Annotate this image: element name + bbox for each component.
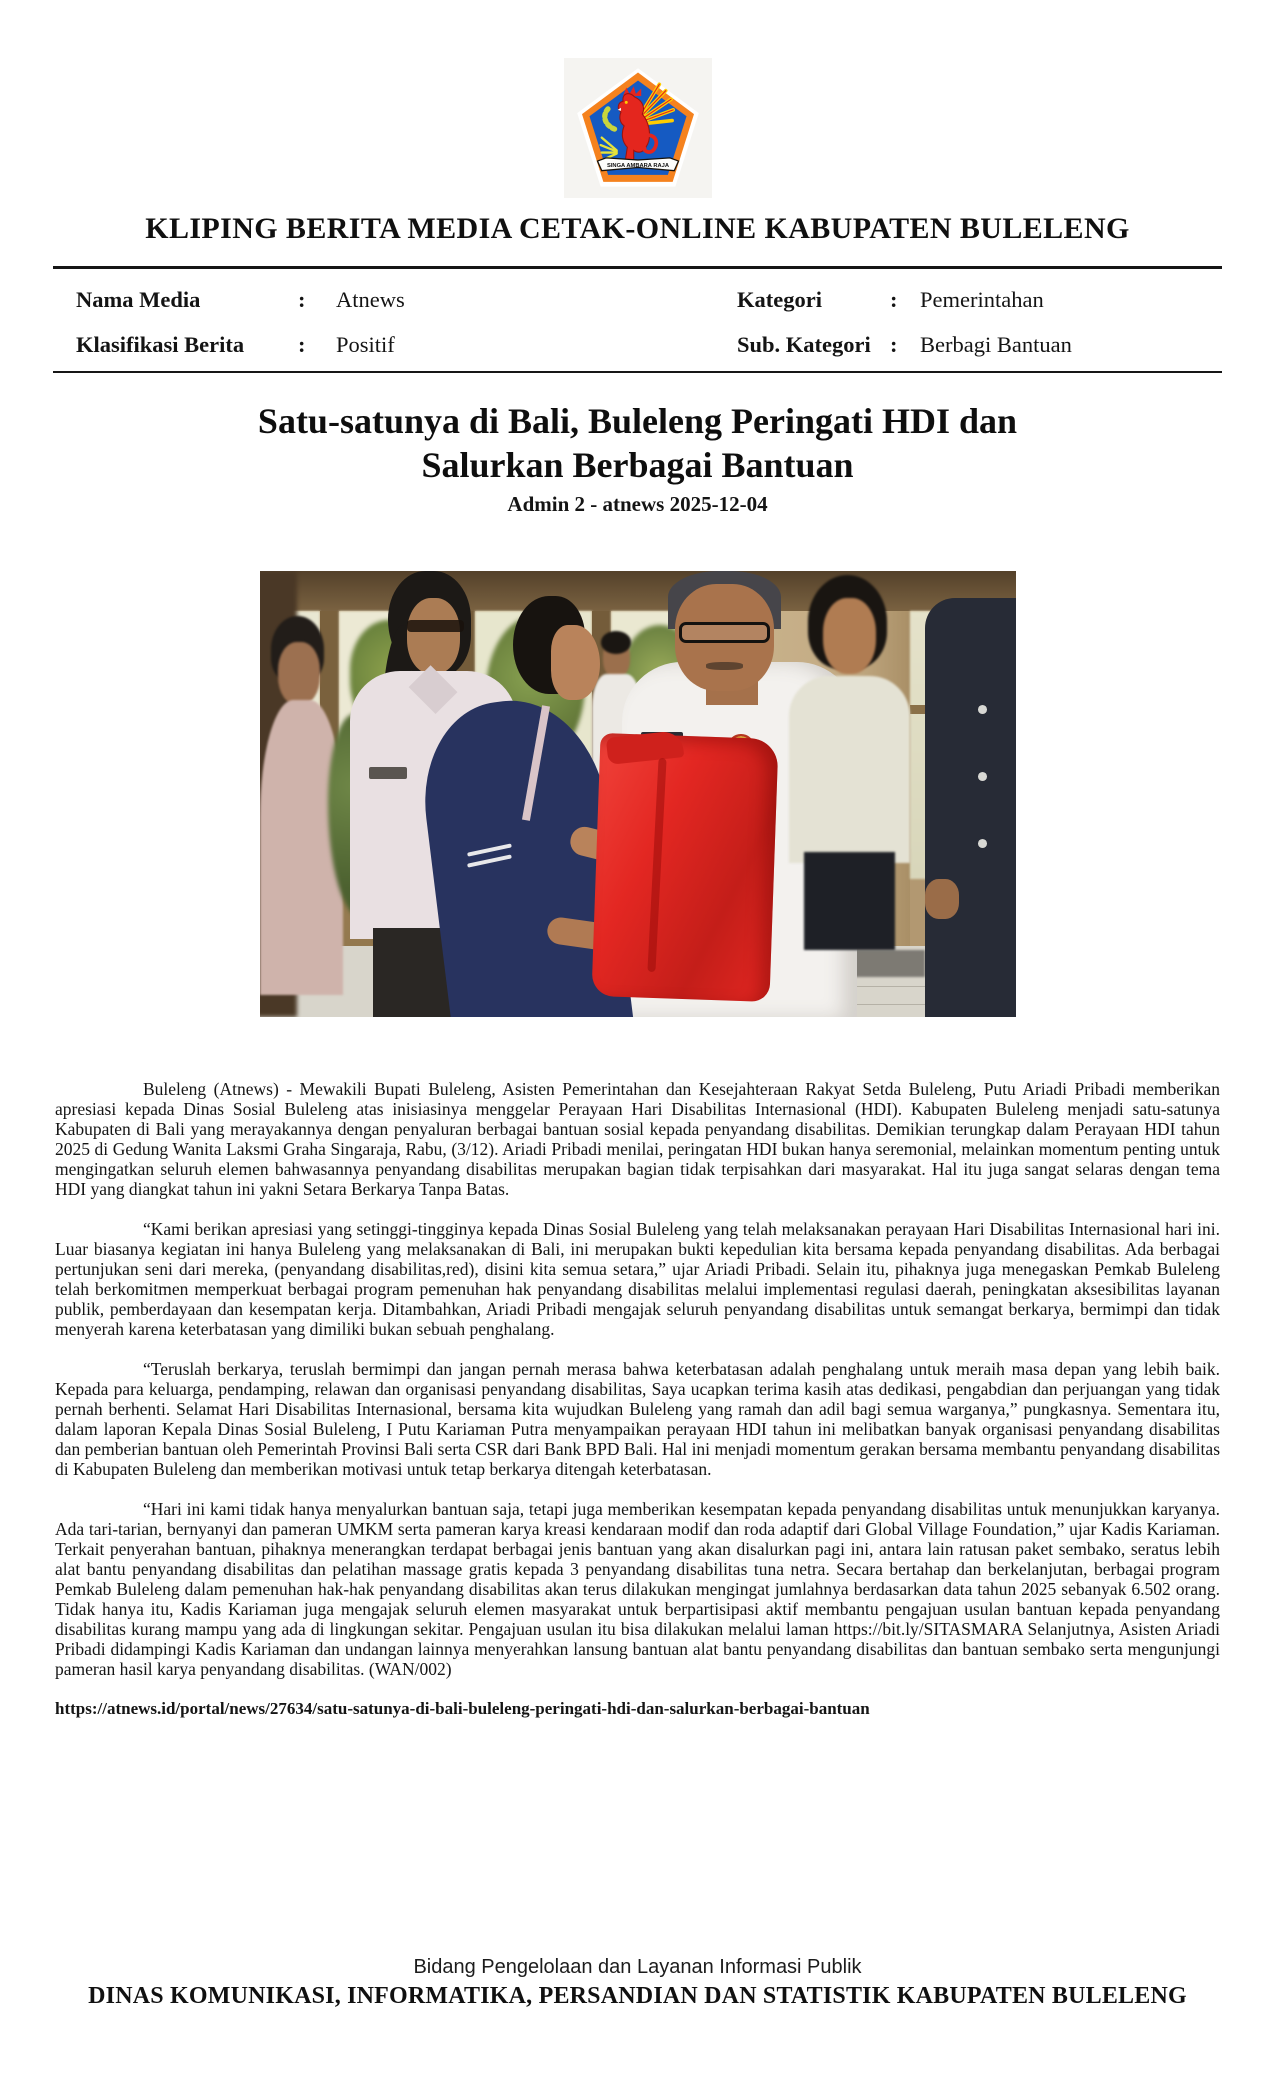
article-title-line2: Salurkan Berbagai Bantuan	[421, 445, 854, 485]
photo-uniform-woman-glasses	[407, 620, 464, 632]
source-url: https://atnews.id/portal/news/27634/satu-satunya-di-bali-buleleng-peringati-hdi-dan-salurkan-berbagai-bantuan	[55, 1699, 870, 1718]
header-divider-bottom	[53, 371, 1222, 373]
photo-uniform-woman-nametag	[369, 767, 407, 779]
photo-bystander-face	[278, 642, 320, 704]
photo-smiling-woman-face	[823, 598, 876, 674]
photo-top-beam	[260, 571, 1016, 611]
photo-navy-woman-face	[551, 625, 600, 701]
meta-colon: :	[298, 287, 306, 312]
photo-dark-jacket-hand	[925, 879, 959, 919]
photo-dark-jacket-man	[925, 598, 1016, 1017]
meta-value: Atnews	[336, 287, 405, 312]
photo-dark-jacket-button	[978, 839, 987, 848]
photo-smiling-woman-pants	[804, 852, 895, 950]
meta-label: Kategori	[737, 287, 822, 312]
meta-label: Nama Media	[76, 287, 201, 312]
meta-label: Sub. Kategori	[737, 332, 871, 357]
photo-dark-jacket-button	[978, 705, 987, 714]
buleleng-crest-logo	[564, 58, 712, 198]
photo-dark-jacket-button	[978, 772, 987, 781]
footer-division-line: Bidang Pengelolaan dan Layanan Informasi Publik	[413, 1956, 862, 1978]
meta-value: Pemerintahan	[920, 287, 1044, 312]
logo-banner-text: SINGA AMBARA RAJA	[606, 162, 669, 169]
meta-row-kategori	[737, 277, 1072, 322]
meta-value: Positif	[336, 332, 395, 357]
meta-colon: :	[298, 332, 306, 357]
page-footer	[0, 1956, 1275, 2010]
article-photo	[260, 571, 1016, 1017]
photo-uniform-woman-face	[407, 598, 460, 674]
logo-area	[0, 0, 1275, 198]
photo-official-mustache	[706, 662, 744, 669]
photo-smiling-woman-top	[789, 676, 910, 863]
meta-label: Klasifikasi Berita	[76, 332, 245, 357]
photo-red-gift-bag	[591, 733, 778, 1002]
photo-distant-woman-hair	[601, 631, 631, 653]
article-paragraph: Buleleng (Atnews) - Mewakili Bupati Buleleng, Asisten Pemerintahan dan Kesejahteraan Rakyat Setda Buleleng, Putu Ariadi Pribadi memberikan apresiasi kepada Dinas Sosial Buleleng atas inisiasinya menggelar Perayaan Hari Disabilitas Internasional (HDI). Kabupaten Buleleng menjadi satu-satunya Kabupaten di Bali yang merayakannya dengan penyaluran berbagai bantuan sosial kepada penyandang disabilitas. Demikian terungkap dalam Perayaan HDI tahun 2025 di Gedung Wanita Laksmi Graha Singaraja, Rabu, (3/12). Ariadi Pribadi menilai, peringatan HDI bukan hanya seremonial, melainkan momentum penting untuk mengingatkan seluruh elemen bahwasannya penyandang disabilitas merupakan bagian tidak terpisahkan dari masyarakat. Hal itu juga sangat selaras dengan tema HDI yang diangkat tahun ini yakni Setara Berkarya Tanpa Batas.	[55, 1079, 1220, 1199]
meta-right-column	[737, 277, 1072, 367]
meta-colon: :	[890, 332, 898, 357]
document-title: KLIPING BERITA MEDIA CETAK-ONLINE KABUPATEN BULELENG	[145, 212, 1130, 245]
footer-agency-line: DINAS KOMUNIKASI, INFORMATIKA, PERSANDIAN DAN STATISTIK KABUPATEN BULELENG	[88, 1983, 1187, 2009]
meta-row-sub-kategori	[737, 322, 1072, 367]
article-heading	[0, 399, 1275, 517]
meta-colon: :	[890, 287, 898, 312]
meta-value: Berbagi Bantuan	[920, 332, 1072, 357]
article-paragraph: “Teruslah berkarya, teruslah bermimpi dan jangan pernah merasa bahwa keterbatasan adalah penghalang untuk meraih masa depan yang lebih baik. Kepada para keluarga, pendamping, relawan dan organisasi penyandang disabilitas, Saya ucapkan terima kasih atas dedikasi, pengabdian dan perjuangan yang tidak pernah berhenti. Selamat Hari Disabilitas Internasional, bersama kita wujudkan Buleleng yang ramah dan adil bagi semua warganya,” pungkasnya. Sementara itu, dalam laporan Kepala Dinas Sosial Buleleng, I Putu Kariaman Putra menyampaikan perayaan HDI tahun ini melibatkan banyak organisasi penyandang disabilitas dan pemberian bantuan oleh Pemerintah Provinsi Bali serta CSR dari Bank BPD Bali. Hal ini menjadi momentum gerakan bersama membantu penyandang disabilitas di Kabupaten Buleleng dan memberikan motivasi untuk tetap berkarya ditengah keterbatasan.	[55, 1359, 1220, 1479]
article-paragraph: “Kami berikan apresiasi yang setinggi-tingginya kepada Dinas Sosial Buleleng yang telah melaksanakan perayaan Hari Disabilitas Internasional hari ini. Luar biasanya kegiatan ini hanya Buleleng yang melaksanakan di Bali, ini merupakan bukti kepedulian kita bersama kepada penyandang disabilitas. Ada berbagai pertunjukan seni dari mereka, (penyandang disabilitas,red), disini kita semua setara,” ujar Ariadi Pribadi. Selain itu, pihaknya juga menegaskan Pemkab Buleleng telah berkomitmen memperkuat berbagai program pemenuhan hak penyandang disabilitas melalui implementasi regulasi daerah, peningkatan aksesibilitas layanan publik, pemberdayaan dan kesempatan kerja. Ditambahkan, Ariadi Pribadi mengajak seluruh penyandang disabilitas untuk semangat berkarya, bermimpi dan tidak menyerah karena keterbatasan yang dimiliki bukan sebuah penghalang.	[55, 1219, 1220, 1339]
singa-ambara-raja-emblem-icon	[574, 67, 702, 189]
article-byline: Admin 2 - atnews 2025-12-04	[507, 492, 768, 516]
article-paragraph: “Hari ini kami tidak hanya menyalurkan bantuan saja, tetapi juga memberikan kesempatan kepada penyandang disabilitas untuk menunjukkan karyanya. Ada tari-tarian, bernyanyi dan pameran UMKM serta pameran karya kreasi kendaraan modif dan roda adaptif dari Global Village Foundation,” ujar Kadis Kariaman. Terkait penyerahan bantuan, pihaknya menerangkan terdapat berbagai jenis bantuan yang akan disalurkan pagi ini, antara lain ratusan paket sembako, seratus lebih alat bantu penyandang disabilitas dan pelatihan massage gratis kepada 3 penyandang disabilitas tuna netra. Secara bertahap dan berkelanjutan, berbagai program Pemkab Buleleng dalam pemenuhan hak-hak penyandang disabilitas akan terus dilakukan mengingat jumlahnya berdasarkan data tahun 2025 sebanyak 6.502 orang. Tidak hanya itu, Kadis Kariaman juga mengajak seluruh elemen masyarakat untuk berpartisipasi aktif membantu pengajuan usulan bantuan kepada penyandang disabilitas kurang mampu yang ada di lingkungan sekitar. Pengajuan usulan itu bisa dilakukan melalui laman https://bit.ly/SITASMARA Selanjutnya, Asisten Ariadi Pribadi didampingi Kadis Kariaman dan undangan lainnya menyerahkan lansung bantuan alat bantu penyandang disabilitas dan bantuan sembako serta mengunjungi pameran hasil karya penyandang disabilitas. (WAN/002)	[55, 1499, 1220, 1679]
article-title-line1: Satu-satunya di Bali, Buleleng Peringati HDI dan	[257, 401, 1018, 441]
article-body	[55, 1079, 1220, 1719]
photo-official-glasses	[679, 622, 770, 643]
meta-table	[55, 269, 1220, 371]
